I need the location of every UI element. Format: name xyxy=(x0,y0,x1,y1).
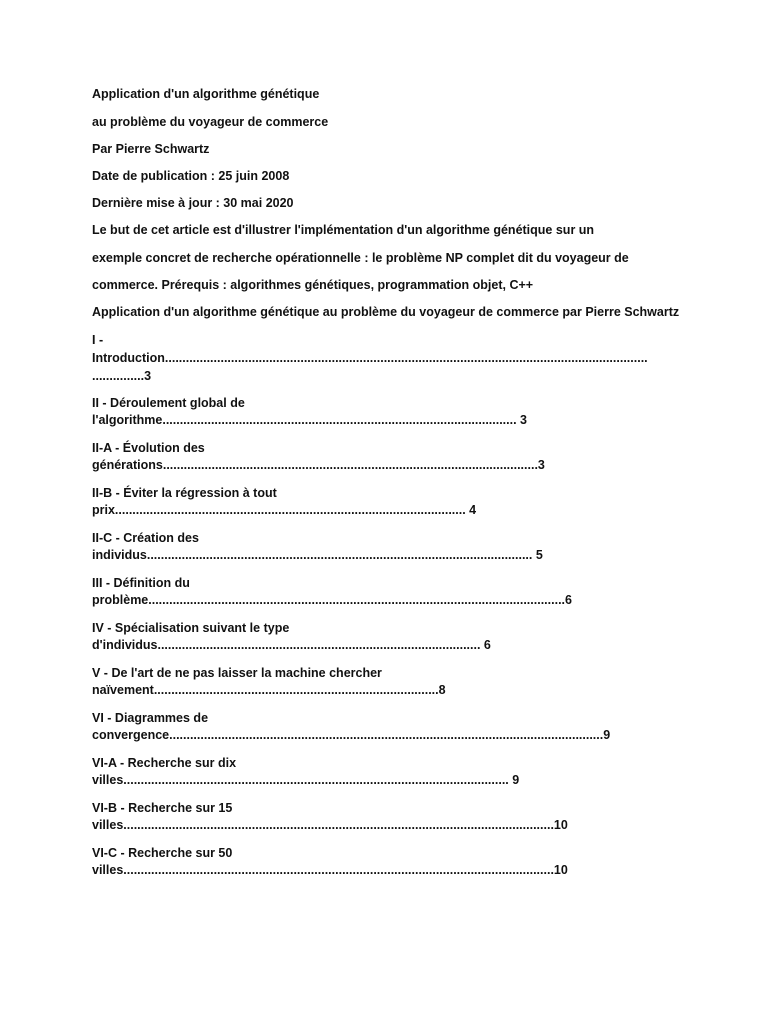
toc-entry-2-leader: l'algorithme...................................................................................................... 3 xyxy=(92,413,528,427)
toc-entry-10-title: VI-A - Recherche sur dix xyxy=(92,756,237,770)
last-update-date: Dernière mise à jour : 30 mai 2020 xyxy=(92,196,294,210)
toc-entry-5-title: II-C - Création des xyxy=(92,531,199,545)
toc-entry-7-leader: d'individus............................................................................................. 6 xyxy=(92,638,491,652)
toc-entry-6-title: III - Définition du xyxy=(92,576,190,590)
author-line: Par Pierre Schwartz xyxy=(92,142,210,156)
title-line-2: au problème du voyageur de commerce xyxy=(92,115,329,129)
toc-entry-1-page: ...............3 xyxy=(92,369,152,383)
toc-entry-3-leader: générations............................................................................................................3 xyxy=(92,458,545,472)
toc-entry-5-leader: individus............................................................................................................... 5 xyxy=(92,548,543,562)
toc-entry-3-title: II-A - Évolution des xyxy=(92,441,205,455)
toc-entry-8-title: V - De l'art de ne pas laisser la machine chercher xyxy=(92,666,382,680)
toc-entry-11-title: VI-B - Recherche sur 15 xyxy=(92,801,233,815)
toc-entry-12-leader: villes............................................................................................................................10 xyxy=(92,863,568,877)
toc-entry-12-title: VI-C - Recherche sur 50 xyxy=(92,846,233,860)
abstract-line-2: exemple concret de recherche opérationnelle : le problème NP complet dit du voyageur de xyxy=(92,251,629,265)
toc-entry-1-leader: Introduction........................................................................................................................................... xyxy=(92,351,648,365)
title-line-1: Application d'un algorithme génétique xyxy=(92,87,320,101)
toc-entry-8-leader: naïvement..................................................................................8 xyxy=(92,683,446,697)
toc-entry-2-title: II - Déroulement global de xyxy=(92,396,245,410)
toc-entry-9-leader: convergence.............................................................................................................................9 xyxy=(92,728,611,742)
toc-entry-1-title: I - xyxy=(92,333,104,347)
publication-date: Date de publication : 25 juin 2008 xyxy=(92,169,290,183)
toc-entry-11-leader: villes............................................................................................................................10 xyxy=(92,818,568,832)
toc-entry-10-leader: villes............................................................................................................... 9 xyxy=(92,773,520,787)
abstract-line-3: commerce. Prérequis : algorithmes génétiques, programmation objet, C++ xyxy=(92,278,534,292)
toc-entry-9-title: VI - Diagrammes de xyxy=(92,711,209,725)
running-header: Application d'un algorithme génétique au problème du voyageur de commerce par Pierre Schwartz xyxy=(92,305,680,319)
toc-entry-6-leader: problème........................................................................................................................6 xyxy=(92,593,572,607)
toc-entry-4-leader: prix..................................................................................................... 4 xyxy=(92,503,477,517)
abstract-line-1: Le but de cet article est d'illustrer l'implémentation d'un algorithme génétique sur un xyxy=(92,223,595,237)
toc-entry-7-title: IV - Spécialisation suivant le type xyxy=(92,621,290,635)
toc-entry-4-title: II-B - Éviter la régression à tout xyxy=(92,486,277,500)
